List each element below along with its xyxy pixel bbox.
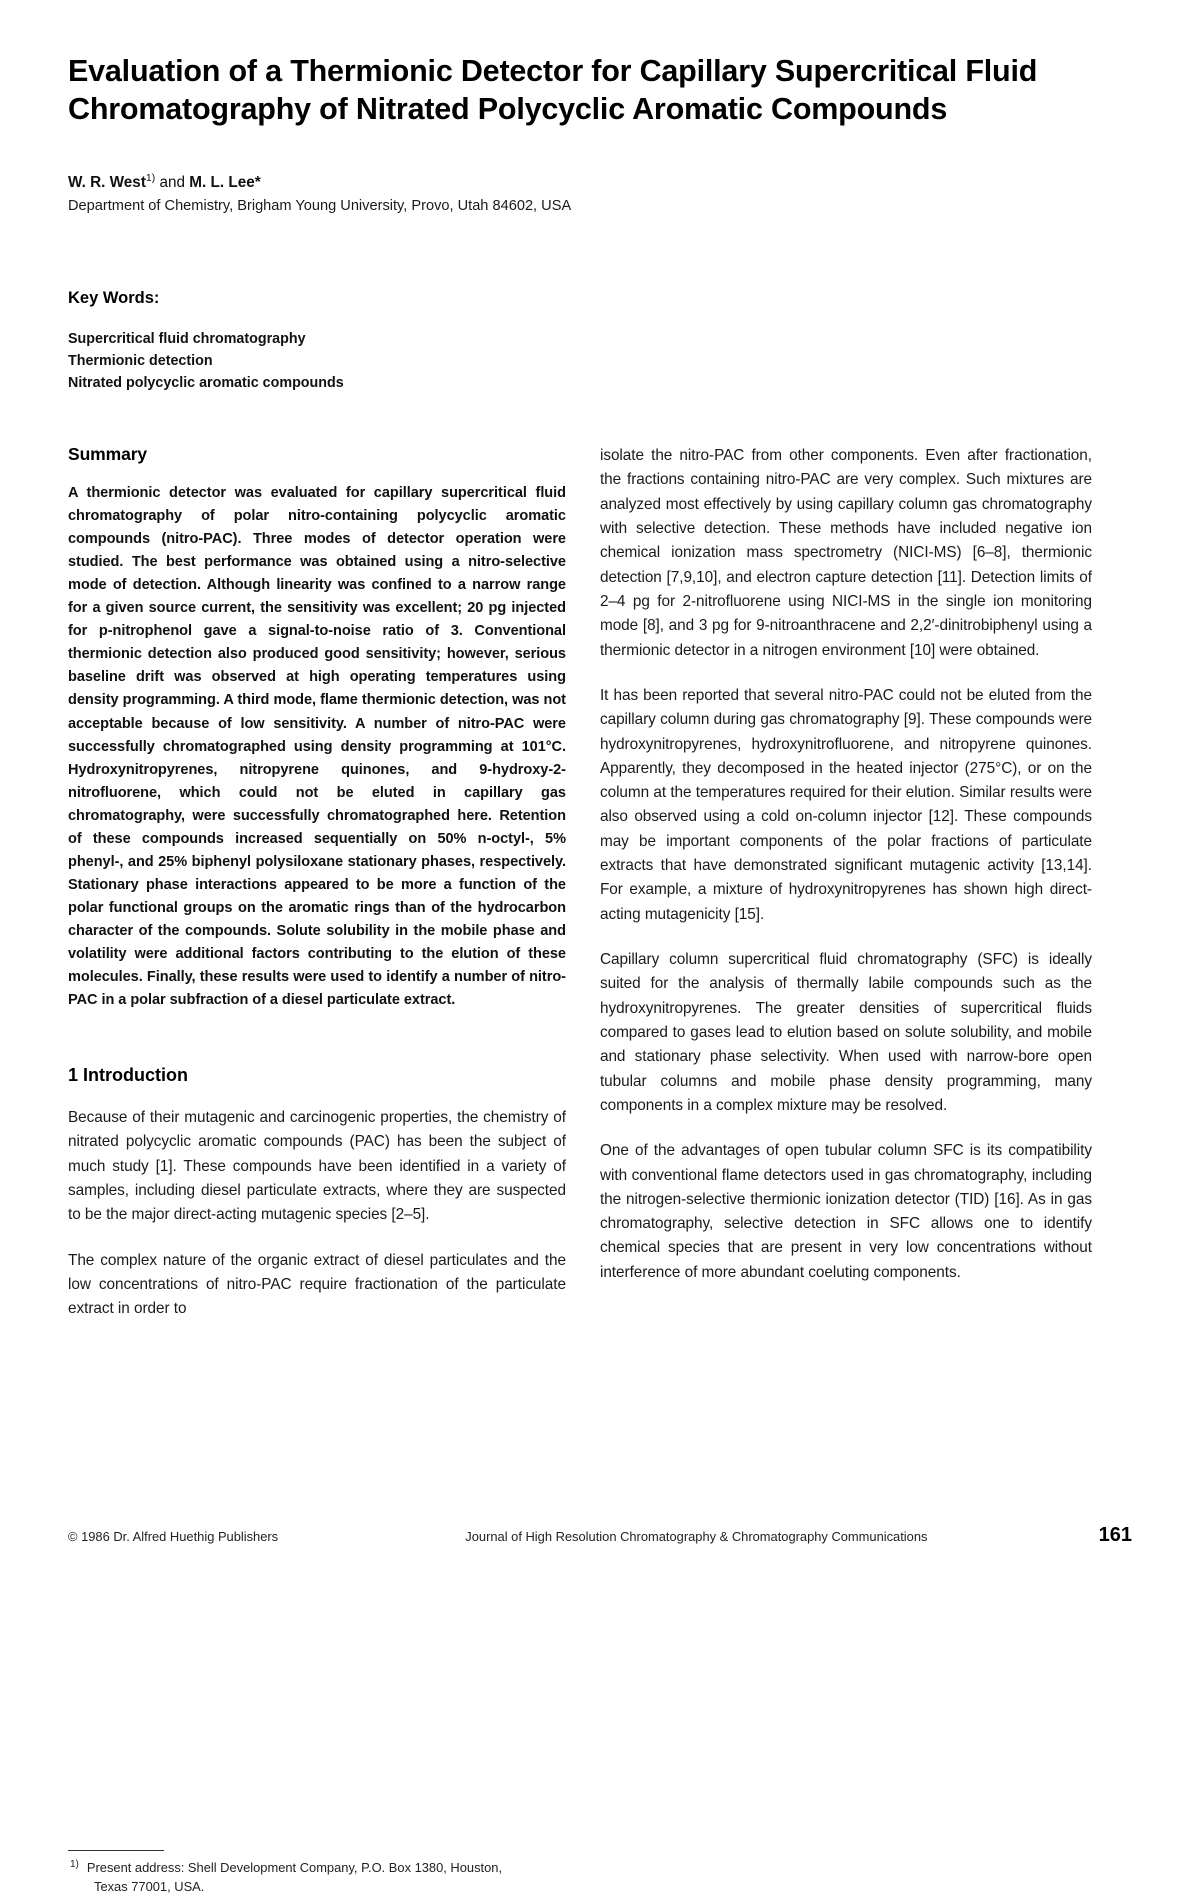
keywords-heading: Key Words:	[68, 288, 160, 307]
introduction-paragraph: It has been reported that several nitro-PAC could not be eluted from the capillary column during gas chromatography [9]. These compounds were hydroxynitropyrenes, hydroxynitrofluorene, and nitropyrene quinones. Apparently, they decomposed in the heated injector (275°C), or on the column at the temperatures required for their elution. Similar results were also observed using a cold on-column injector [12]. These compounds may be important components of the polar fractions of particulate extracts that have demonstrated significant mutagenic activity [13,14]. For example, a mixture of hydroxynitropyrenes has shown high direct-acting mutagenicity [15].	[599, 686, 1092, 923]
right-column	[600, 444, 1092, 1343]
introduction-paragraph: Because of their mutagenic and carcinogenic properties, the chemistry of nitrated polycyclic aromatic compounds (PAC) has been the subject of much study [1]. These compounds have been identified in a variety of samples, including diesel particulate extracts, where they are suspected to be the major direct-acting mutagenic species [2–5].	[68, 1109, 566, 1224]
footnote-text	[68, 1858, 538, 1897]
introduction-paragraph: One of the advantages of open tubular column SFC is its compatibility with conventional flame detectors used in gas chromatography, including the nitrogen-selective thermionic ionization detector (TID) [16]. As in gas chromatography, selective detection in SFC allows one to identify chemical species that are present in very low concentrations without interference of more abundant coeluting components.	[599, 1142, 1092, 1281]
author-footnote-marker: 1)	[145, 171, 156, 184]
author-line	[68, 173, 1092, 194]
author-conjunction: and	[155, 173, 190, 191]
page-title: Evaluation of a Thermionic Detector for Capillary Supercritical Fluid Chromatography of Nitrated Polycyclic Aromatic Compounds	[68, 54, 1038, 127]
footer-journal-name: Journal of High Resolution Chromatography & Chromatography Communications	[465, 1529, 928, 1544]
keyword-item: Supercritical fluid chromatography	[68, 330, 306, 347]
author-first: W. R. West	[68, 173, 146, 191]
footer-page-number: 161	[1098, 1524, 1132, 1546]
summary-text: A thermionic detector was evaluated for capillary supercritical fluid chromatography of polar nitro-containing polycyclic aromatic compounds (nitro-PAC). Three modes of detector operation were studied. The best performance was obtained using a nitro-selective mode of detection. Although linearity was confined to a narrow range for a given source current, the sensitivity was excellent; 20 pg injected for p-nitrophenol gave a signal-to-noise ratio of 3. Conventional thermionic detection also produced good sensitivity; however, serious baseline drift was observed at high operating temperatures using density programming. A third mode, flame thermionic detection, was not acceptable because of low sensitivity. A number of nitro-PAC were successfully chromatographed using density programming at 101°C. Hydroxynitropyrenes, nitropyrene quinones, and 9-hydroxy-2-nitrofluorene, which could not be eluted in capillary gas chromatography, were successfully chromatographed here. Retention of these compounds increased sequentially on 50% n-octyl-, 5% phenyl-, and 25% biphenyl polysiloxane stationary phases, respectively. Stationary phase interactions appeared to be more a function of the polar functional groups on the aromatic rings than of the hydrocarbon character of the compounds. Solute solubility in the mobile phase and volatility were additional factors contributing to the elution of these molecules. Finally, these results were used to identify a number of nitro-PAC in a polar subfraction of a diesel particulate extract.	[68, 485, 566, 1009]
introduction-paragraph: isolate the nitro-PAC from other components. Even after fractionation, the fractions containing nitro-PAC are very complex. Such mixtures are analyzed most effectively by using capillary column gas chromatography with selective detection. These methods have included negative ion chemical ionization mass spectrometry (NICI-MS) [6–8], thermionic detection [7,9,10], and electron capture detection [11]. Detection limits of 2–4 pg for 2-nitrofluorene using NICI-MS in the single ion monitoring mode [8], and 3 pg for 9-nitroanthracene and 2,2′-dinitrobiphenyl using a thermionic detector in a nitrogen environment [10] were obtained.	[599, 447, 1092, 659]
introduction-paragraph: Capillary column supercritical fluid chromatography (SFC) is ideally suited for the analysis of thermally labile compounds such as the hydroxynitropyrenes. The greater densities of supercritical fluids compared to gases lead to elution based on solute solubility, and mobile and stationary phase selectivity. When used with narrow-bore open tubular columns and mobile phase density programming, many components in a complex mixture may be resolved.	[599, 951, 1092, 1114]
keyword-item: Nitrated polycyclic aromatic compounds	[68, 374, 344, 391]
footnote-body: Present address: Shell Development Company, P.O. Box 1380, Houston, Texas 77001, USA.	[86, 1860, 503, 1895]
footnote-marker: 1)	[70, 1858, 79, 1870]
keywords-block	[68, 289, 1092, 394]
footnote-rule	[68, 1850, 164, 1851]
introduction-heading: 1 Introduction	[68, 1065, 188, 1086]
footnote	[68, 1850, 538, 1897]
affiliation: Department of Chemistry, Brigham Young University, Provo, Utah 84602, USA	[68, 198, 572, 215]
page-footer	[68, 1524, 1132, 1547]
summary-heading: Summary	[68, 444, 148, 465]
keyword-item: Thermionic detection	[68, 352, 213, 369]
introduction-paragraph: The complex nature of the organic extract of diesel particulates and the low concentrations of nitro-PAC require fractionation of the particulate extract in order to	[68, 1251, 566, 1318]
author-second: M. L. Lee*	[189, 173, 261, 191]
footer-copyright: © 1986 Dr. Alfred Huethig Publishers	[68, 1529, 279, 1544]
